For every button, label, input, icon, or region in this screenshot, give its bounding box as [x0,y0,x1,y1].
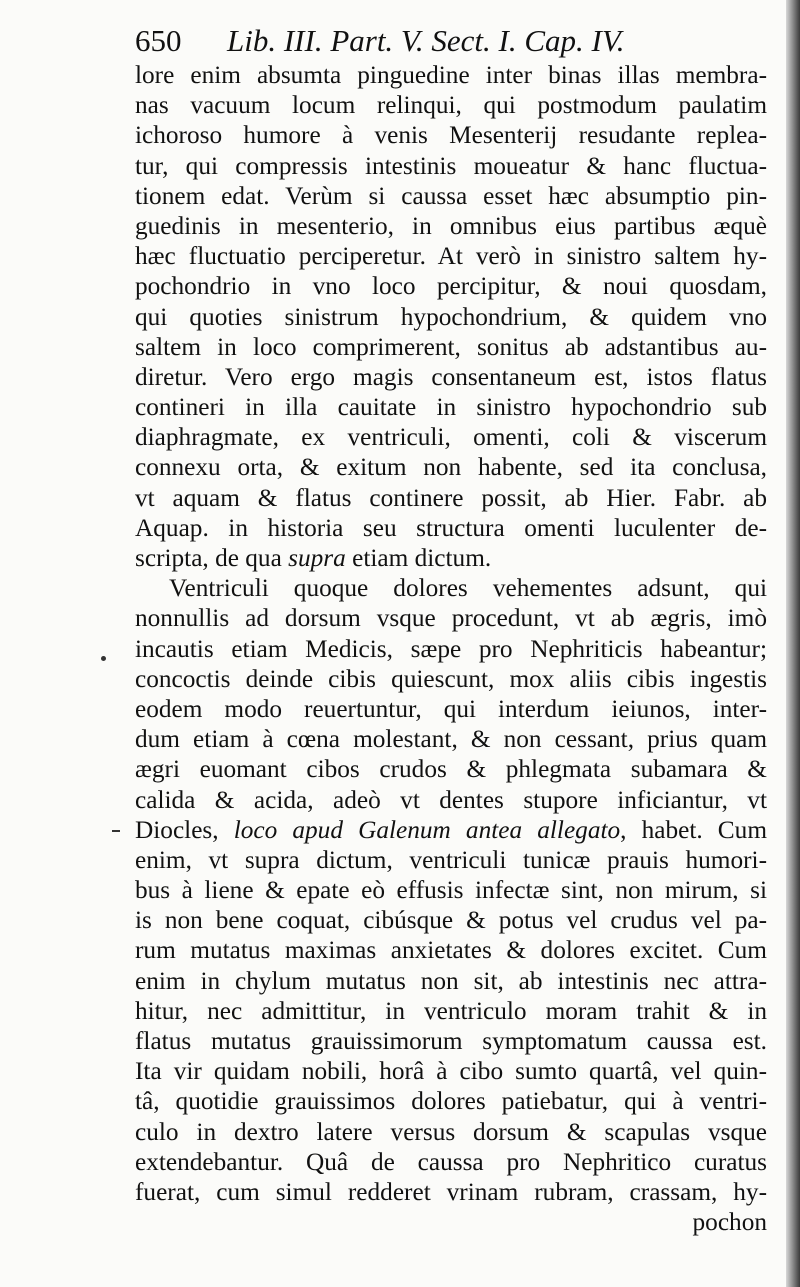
text-line: calida & acida, adeò vt dentes stupore inficiantur, vt [135,785,767,814]
text-line: diaphragmate, ex ventriculi, omenti, coli & viscerum [135,423,767,452]
text-run: scripta, de qua [135,544,282,572]
text-line: rum mutatus maximas anxietates & dolores excitet. Cum [135,936,767,965]
text-run: , habet. Cum [620,815,767,844]
page-number: 650 [135,23,182,58]
margin-mark [101,656,106,661]
text-line: tâ, quotidie grauissimos dolores patiebatur, qui à ventri- [135,1087,767,1116]
text-line: enim, vt supra dictum, ventriculi tunicæ prauis humori- [135,845,767,874]
text-line: guedinis in mesenterio, in omnibus eius partibus æquè [135,211,767,240]
italic-run: supra [288,544,346,572]
text-line: vt aquam & flatus continere possit, ab Hier. Fabr. ab [135,483,767,512]
text-line [135,815,767,845]
text-line: qui quoties sinistrum hypochondrium, & quidem vno [135,302,767,331]
running-title: Lib. III. Part. V. Sect. I. Cap. IV. [227,23,625,58]
text-line: bus à liene & epate eò effusis infectæ sint, non mirum, si [135,876,767,905]
body-text [135,60,767,1237]
text-line: extendebantur. Quâ de caussa pro Nephritico curatus [135,1147,767,1176]
text-line: incautis etiam Medicis, sæpe pro Nephriticis habeantur; [135,634,767,663]
text-run: Diocles, [135,815,219,844]
paragraph-end-line [135,543,767,573]
text-line: dum etiam à cœna molestant, & non cessant, prius quam [135,725,767,754]
catchword: pochon [692,1208,767,1237]
paragraph-first-line: Ventriculi quoque dolores vehementes adsunt, qui [169,574,767,603]
text-line: tur, qui compressis intestinis moueatur & hanc fluctua- [135,151,767,180]
text-line: ægri euomant cibos crudos & phlegmata subamara & [135,755,767,784]
italic-run: loco apud Galenum antea allegato [233,815,621,844]
text-line: saltem in loco comprimerent, sonitus ab adstantibus au- [135,332,767,361]
text-line: contineri in illa cauitate in sinistro hypochondrio sub [135,393,767,422]
text-line: pochondrio in vno loco percipitur, & noui quosdam, [135,272,767,301]
text-line: Aquap. in historia seu structura omenti luculenter de- [135,513,767,542]
text-line: culo in dextro latere versus dorsum & scapulas vsque [135,1117,767,1146]
text-line: connexu orta, & exitum non habente, sed ita conclusa, [135,453,767,482]
text-line: flatus mutatus grauissimorum symptomatum caussa est. [135,1027,767,1055]
text-line: tionem edat. Verùm si caussa esset hæc absumptio pin- [135,181,767,210]
text-line: fuerat, cum simul redderet vrinam rubram, crassam, hy- [135,1177,767,1206]
text-line: is non bene coquat, cibúsque & potus vel crudus vel pa- [135,906,767,935]
margin-mark [112,830,120,832]
text-line: ichoroso humore à venis Mesenterij resudante replea- [135,121,767,150]
running-header [135,18,695,64]
text-run: etiam dictum. [345,544,492,572]
text-line: nonnullis ad dorsum vsque procedunt, vt ab ægris, imò [135,604,767,633]
text-line: hitur, nec admittitur, in ventriculo moram trahit & in [135,996,767,1025]
text-line: Ita vir quidam nobili, horâ à cibo sumto quartâ, vel quin- [135,1057,767,1086]
text-line: concoctis deinde cibis quiescunt, mox aliis cibis ingestis [135,664,767,693]
text-line: enim in chylum mutatus non sit, ab intestinis nec attra- [135,966,767,995]
text-line: lore enim absumta pinguedine inter binas illas membra- [135,61,767,89]
text-line: hæc fluctuatio perciperetur. At verò in sinistro saltem hy- [135,242,767,271]
text-line: diretur. Vero ergo magis consentaneum est, istos flatus [135,362,767,391]
text-line: eodem modo reuertuntur, qui interdum ieiunos, inter- [135,694,767,723]
text-line: nas vacuum locum relinqui, qui postmodum paulatim [135,91,767,120]
page-binding-shadow [786,0,800,1287]
